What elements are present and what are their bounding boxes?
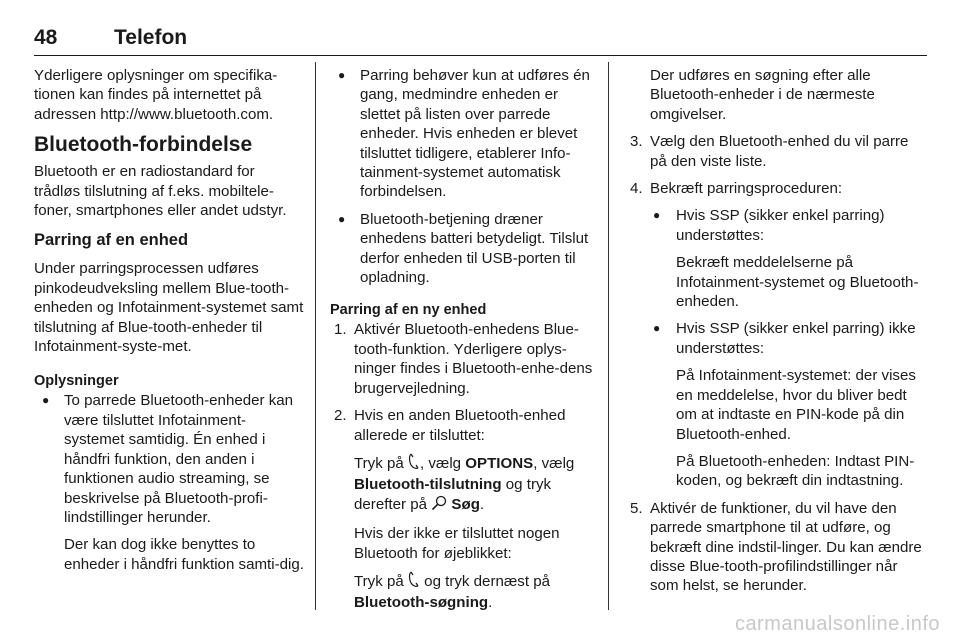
step-2-continuation: Der udføres en søgning efter alle Bluetooth-enheder i de nærmeste omgivelser. xyxy=(650,67,875,123)
step-text: Vælg den Bluetooth-enhed du vil parre på den viste liste. xyxy=(650,133,909,170)
bullet-marker: ● xyxy=(42,393,50,408)
page-header xyxy=(34,26,187,52)
step-4 xyxy=(626,179,926,198)
bullet-1-continuation: Der kan dog ikke benyttes to enheder i håndfri funktion samti-dig. xyxy=(64,536,304,573)
page-number: 48 xyxy=(34,26,58,49)
pairing-paragraph: Under parringsprocessen udføres pinkodeudveksling mellem Blue-tooth-enheden og Infotainment-systemet samt tilslutning af Blue-tooth-enheder til Infotainment-syste-met. xyxy=(34,260,304,356)
step-number: 4. xyxy=(630,180,643,198)
step-text: Bekræft parringsproceduren: xyxy=(650,180,843,198)
info-heading: Oplysninger xyxy=(34,373,119,390)
bullet-marker: ● xyxy=(653,321,661,336)
watermark: carmanualsonline.info xyxy=(734,613,940,635)
phone-handset-icon xyxy=(408,453,420,475)
header-rule xyxy=(34,55,927,56)
bullet-marker: ● xyxy=(338,211,346,226)
step-2 xyxy=(330,406,596,613)
step-text: Aktivér de funktioner, du vil have den parrede smartphone til at udføre, og bekræft dine indstil-linger. Du kan ændre disse Blue-tooth-profilindstillinger når som helst, se herunder. xyxy=(650,499,922,595)
bullet-marker: ● xyxy=(653,208,661,223)
step-number: 2. xyxy=(334,407,347,425)
phone-handset-icon xyxy=(408,571,420,593)
bullet-text: Parring behøver kun at udføres én gang, medmindre enheden er slettet på listen over parrede enheder. Hvis enheden er blevet tilsluttet tidligere, etablerer Info-tainment-systemet automatisk forbindelsen. xyxy=(360,67,590,201)
bullet-text: To parrede Bluetooth-enheder kan være tilsluttet Infotainment-systemet samtidig. Én enhed i håndfri funktion, den anden i funktionen audio streaming, se beskrivelse på Bluetooth-profi-lindstillinger herunder. xyxy=(64,392,294,526)
column-divider-1 xyxy=(315,62,316,610)
search-icon xyxy=(431,495,447,516)
page-title: Telefon xyxy=(114,26,188,49)
step-number: 5. xyxy=(630,499,643,517)
section-heading-bluetooth: Bluetooth-forbindelse xyxy=(34,133,253,157)
info-bullet-1 xyxy=(34,391,304,527)
column-divider-2 xyxy=(608,62,609,610)
step-2-instruction-a: Tryk på , vælg OPTIONS, vælg Bluetooth-tilslutning og tryk derefter på Søg. xyxy=(354,453,596,516)
step-text: Aktivér Bluetooth-enhedens Blue-tooth-funktion. Yderligere oplys-ninger findes i Bluetooth-enhe-dens brugervejledning. xyxy=(354,321,593,397)
ssp-supported-text: Bekræft meddelelserne på Infotainment-systemet og Bluetooth-enheden. xyxy=(676,254,919,311)
bullet-marker: ● xyxy=(338,68,346,82)
info-bullet-2 xyxy=(330,66,596,202)
step-number: 1. xyxy=(334,321,347,339)
step-5 xyxy=(626,499,926,596)
bullet-text: Hvis SSP (sikker enkel parring) understøttes: xyxy=(676,207,885,244)
column-3 xyxy=(626,66,926,604)
intro-paragraph: Yderligere oplysninger om specifika-tionen kan findes på internettet på adressen http://www.bluetooth.com. xyxy=(34,67,278,123)
column-2 xyxy=(330,66,596,621)
step-3 xyxy=(626,132,926,171)
step-1 xyxy=(330,320,596,398)
column-1 xyxy=(34,66,304,574)
step-text: Hvis en anden Bluetooth-enhed allerede er tilsluttet: xyxy=(354,407,566,444)
subheading-pairing: Parring af en enhed xyxy=(34,231,189,250)
new-device-heading: Parring af en ny enhed xyxy=(330,302,487,319)
bullet-text: Bluetooth-betjening dræner enhedens batteri betydeligt. Tilslut derfor enheden til USB-porten til opladning. xyxy=(360,210,589,287)
step-number: 3. xyxy=(630,133,643,151)
info-bullet-3 xyxy=(330,210,596,288)
step-2-instruction-c: Tryk på og tryk dernæst på Bluetooth-søgning. xyxy=(354,572,551,612)
bullet-text: Hvis SSP (sikker enkel parring) ikke understøttes: xyxy=(676,320,916,357)
ssp-unsupported-text-2: På Bluetooth-enheden: Indtast PIN-koden, og bekræft din indtastning. xyxy=(676,452,915,490)
bluetooth-paragraph: Bluetooth er en radiostandard for trådløs tilslutning af f.eks. mobiltele-foner, smartphones eller andet udstyr. xyxy=(34,163,287,220)
ssp-unsupported-text-1: På Infotainment-systemet: der vises en meddelelse, hvor du bliver bedt om at indtaste en PIN-kode på din Bluetooth-enhed. xyxy=(676,367,916,443)
ssp-unsupported-bullet xyxy=(626,319,926,358)
step-2-instruction-b: Hvis der ikke er tilsluttet nogen Bluetooth for øjeblikket: xyxy=(354,525,560,562)
ssp-supported-bullet xyxy=(626,206,926,245)
